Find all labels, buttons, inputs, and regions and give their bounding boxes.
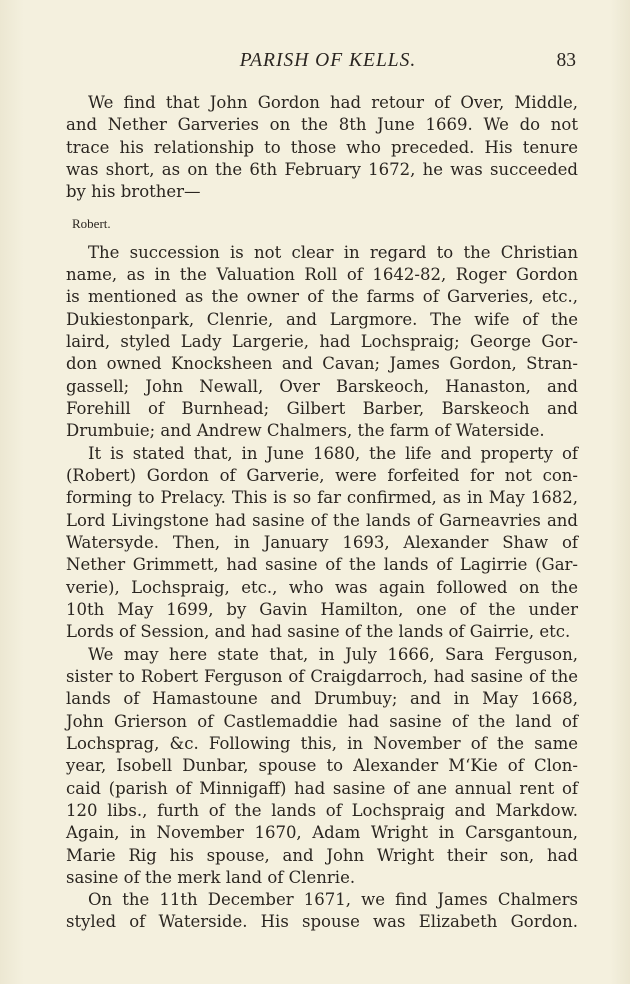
text-line: caid (parish of Minnigaff) had sasine of ane annual rent of — [66, 778, 578, 798]
text-line: Forehill of Burnhead; Gilbert Barber, Barskeoch and — [66, 398, 578, 418]
text-line: laird, styled Lady Largerie, had Lochspraig; George Gor- — [66, 331, 578, 351]
text-line: Again, in November 1670, Adam Wright in Carsgantoun, — [66, 823, 578, 843]
text-line: sasine of the merk land of Clenrie. — [66, 867, 356, 887]
text-line: It is stated that, in June 1680, the life and property of — [88, 443, 578, 463]
paragraph-forfeiture — [66, 443, 578, 644]
page-header — [80, 48, 576, 74]
text-line: gassell; John Newall, Over Barskeoch, Hanaston, and — [66, 376, 578, 396]
text-line: (Robert) Gordon of Garverie, were forfeited for not con- — [66, 465, 578, 485]
text-line: year, Isobell Dunbar, spouse to Alexander M‘Kie of Clon- — [66, 756, 578, 776]
text-line: Drumbuie; and Andrew Chalmers, the farm of Waterside. — [66, 421, 545, 441]
text-line: forming to Prelacy. This is so far confirmed, as in May 1682, — [66, 488, 578, 508]
paragraph-sasines — [66, 644, 578, 890]
text-line: John Grierson of Castlemaddie had sasine of the land of — [66, 711, 578, 731]
text-line: 10th May 1699, by Gavin Hamilton, one of the under — [66, 599, 578, 619]
paragraph-john-gordon — [66, 92, 578, 204]
text-line: The succession is not clear in regard to the Christian — [88, 242, 578, 262]
text-line: Dukiestonpark, Clenrie, and Largmore. The wife of the — [66, 309, 578, 329]
text-line: verie), Lochspraig, etc., who was again followed on the — [66, 577, 578, 597]
text-line: Lochsprag, &c. Following this, in November of the same — [66, 733, 578, 753]
paragraph-succession — [66, 242, 578, 443]
text-line: Lord Livingstone had sasine of the lands of Garneavries and — [66, 510, 578, 530]
text-line: On the 11th December 1671, we find James Chalmers — [88, 890, 578, 910]
text-line: don owned Knocksheen and Cavan; James Gordon, Stran- — [66, 354, 578, 374]
running-title: PARISH OF KELLS. — [239, 50, 417, 71]
text-line: was short, as on the 6th February 1672, he was succeeded — [66, 159, 578, 179]
paragraph-chalmers — [66, 889, 578, 934]
text-line: Marie Rig his spouse, and John Wright their son, had — [66, 845, 578, 865]
text-line: 120 libs., furth of the lands of Lochspraig and Markdow. — [66, 800, 578, 820]
section-heading-robert: Robert. — [72, 215, 111, 231]
body-text — [66, 92, 578, 934]
page-number: 83 — [556, 50, 576, 71]
text-line: Nether Grimmett, had sasine of the lands of Lagirrie (Gar- — [66, 555, 578, 575]
text-line: Watersyde. Then, in January 1693, Alexander Shaw of — [66, 532, 578, 552]
text-line: lands of Hamastoune and Drumbuy; and in May 1668, — [66, 689, 578, 709]
text-line: Lords of Session, and had sasine of the lands of Gairrie, etc. — [66, 622, 571, 642]
text-line: is mentioned as the owner of the farms of Garveries, etc., — [66, 287, 578, 307]
text-line: styled of Waterside. His spouse was Elizabeth Gordon. — [66, 912, 578, 932]
text-line: We may here state that, in July 1666, Sara Ferguson, — [88, 644, 578, 664]
text-line: We find that John Gordon had retour of Over, Middle, — [88, 93, 578, 112]
text-line: and Nether Garveries on the 8th June 1669. We do not — [66, 115, 578, 135]
text-line: trace his relationship to those who preceded. His tenure — [66, 137, 578, 157]
text-line: by his brother— — [66, 182, 201, 202]
text-line: sister to Robert Ferguson of Craigdarroch, had sasine of the — [66, 666, 578, 686]
text-line: name, as in the Valuation Roll of 1642-82, Roger Gordon — [66, 264, 578, 284]
